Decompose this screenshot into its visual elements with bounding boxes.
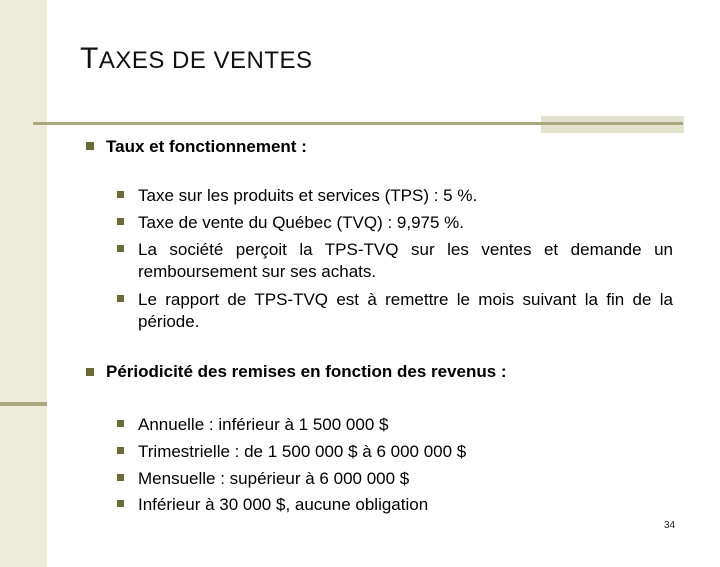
slide-title [80,42,313,76]
list-item: La société perçoit la TPS-TVQ sur les ventes et demande un remboursement sur ses achats. [138,240,673,281]
bullet-icon [117,420,124,427]
section-heading: Taux et fonctionnement : [106,137,307,156]
title-divider [33,122,683,125]
left-decor-accent [0,402,47,406]
bullet-icon [117,218,124,225]
bullet-icon [117,191,124,198]
list-item: Le rapport de TPS-TVQ est à remettre le mois suivant la fin de la période. [138,290,673,331]
list-item: Mensuelle : supérieur à 6 000 000 $ [138,469,410,488]
title-rest: AXES DE VENTES [98,47,313,74]
section-heading: Périodicité des remises en fonction des revenus : [106,362,507,381]
bullet-icon [117,474,124,481]
bullet-icon [117,295,124,302]
bullet-icon [117,245,124,252]
section-bullet-icon [86,368,94,376]
list-item: Taxe sur les produits et services (TPS) : 5 %. [138,186,478,205]
list-item: Trimestrielle : de 1 500 000 $ à 6 000 000 $ [138,442,467,461]
section-bullet-icon [86,142,94,150]
bullet-icon [117,447,124,454]
title-initial: T [80,42,99,75]
left-decor-bar [0,0,47,567]
bullet-icon [117,500,124,507]
page-number: 34 [664,520,676,531]
list-item: Annuelle : inférieur à 1 500 000 $ [138,415,389,434]
list-item: Taxe de vente du Québec (TVQ) : 9,975 %. [138,213,465,232]
list-item: Inférieur à 30 000 $, aucune obligation [138,495,429,514]
